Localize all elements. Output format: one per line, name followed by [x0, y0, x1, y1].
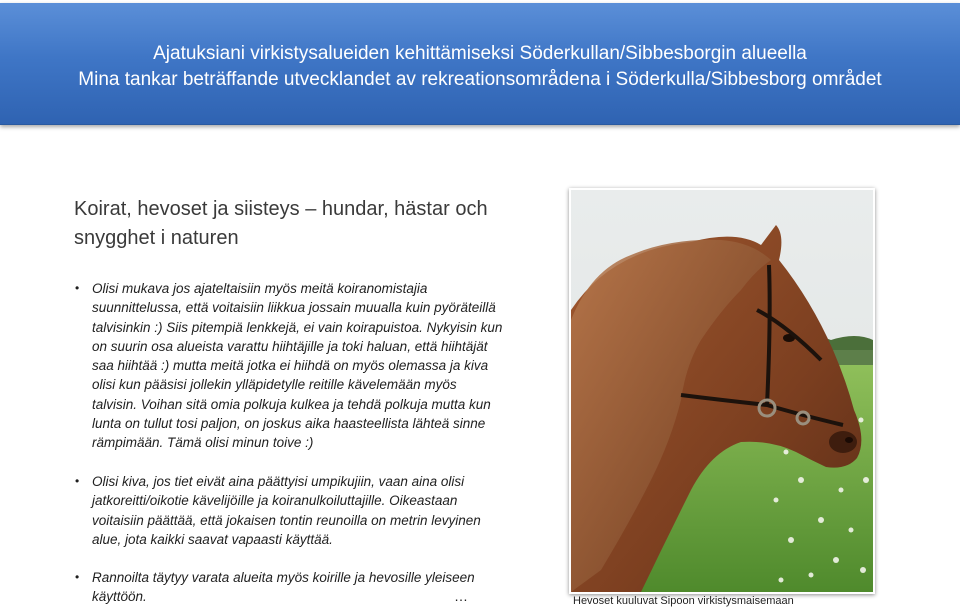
bullet-line: jatkoreitti/oikotie kävelijöille ja koiranulkoiluttajille. Oikeastaan	[92, 493, 458, 509]
bullet-text	[92, 568, 544, 607]
bullet-line: Rannoilta täytyy varata alueita myös koirille ja hevosille yleiseen	[92, 570, 475, 585]
ellipsis-mark: …	[454, 588, 468, 604]
bullet-text	[92, 472, 544, 549]
horse-illustration	[571, 190, 873, 592]
horse-nostril	[845, 437, 853, 443]
title-line-swedish: Mina tankar beträffande utvecklandet av rekreationsområdena i Söderkulla/Sibbesborg området	[78, 69, 882, 90]
bullet-line: talvisinkin :) Siis pitempiä lenkkejä, ei vain koirapuistoa. Nykyisin kun	[92, 319, 503, 335]
bullet-item	[74, 568, 544, 607]
section-heading-line-1: Koirat, hevoset ja siisteys – hundar, hästar och	[74, 198, 488, 220]
bullet-line: Olisi mukava jos ajateltaisiin myös meitä koiranomistajia	[92, 281, 428, 296]
bullet-line: Olisi kiva, jos tiet eivät aina päättyisi umpikujiin, vaan aina olisi	[92, 474, 465, 489]
section-heading-line-2: snygghet i naturen	[74, 227, 239, 249]
bullet-line: voitaisiin päättää, että jokaisen tontin reunoilla on metrin levyinen	[92, 512, 481, 528]
bullet-line: talvisin. Voihan sitä omia polkuja kulkea ja tehdä polkuja mutta kun	[92, 396, 491, 412]
horse-photo	[571, 190, 873, 592]
bullet-item	[74, 279, 544, 453]
bullet-line: suunnittelussa, että voitaisiin liikkua jossain muualla kuin pyöräteillä	[92, 300, 496, 316]
bullet-line: olisi kun pääsisi jollekin ylläpidetylle reitille kävelemään myös	[92, 377, 457, 393]
bullet-line: lunta on tullut tosi paljon, on joskus aika haasteellista lähteä sinne	[92, 416, 486, 432]
bullet-line: rämpimään. Tämä olisi minun toive :)	[92, 435, 314, 451]
bullet-item	[74, 472, 544, 549]
bullet-text	[92, 279, 544, 453]
slide-title	[0, 41, 960, 93]
title-line-finnish: Ajatuksiani virkistysalueiden kehittämiseksi Söderkullan/Sibbesborgin alueella	[153, 43, 807, 64]
bullet-line: käyttöön.	[92, 589, 147, 605]
bullet-dot-icon: •	[75, 570, 80, 584]
bullet-dot-icon: •	[75, 474, 80, 488]
bullet-line: saa hiihtää :) mutta meitä jotka ei hiihdä on myös olemassa ja kiva	[92, 358, 489, 374]
bullet-line: on suurin osa alueista varattu hiihtäjille ja toki haluan, että hiihtäjät	[92, 338, 488, 354]
horse-muzzle	[829, 431, 857, 453]
section-heading	[74, 195, 544, 253]
photo-caption: Hevoset kuuluvat Sipoon virkistysmaisemaan	[573, 595, 794, 607]
bullet-line: alue, jota kaikki saavat vapaasti käyttää.	[92, 531, 333, 547]
horse-photo-frame	[569, 188, 875, 594]
bullet-dot-icon: •	[75, 281, 80, 295]
title-banner	[0, 3, 960, 125]
